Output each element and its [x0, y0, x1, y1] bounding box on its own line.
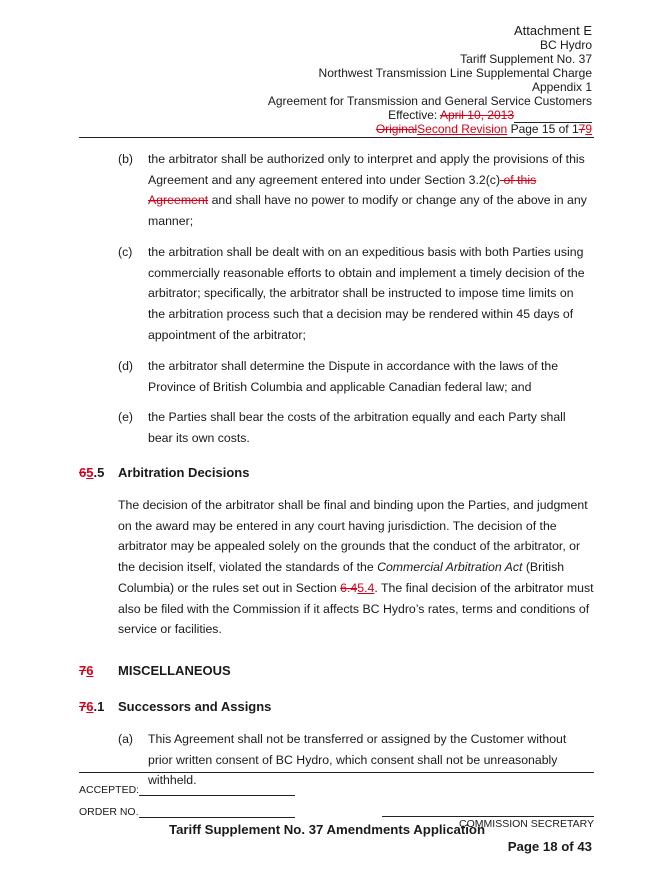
order-no-line — [79, 806, 295, 818]
section-heading-successors — [79, 699, 272, 714]
section-number: 76.1 — [79, 699, 105, 714]
section-ref-inserted: 5.4 — [357, 580, 375, 595]
arbitration-decisions-paragraph: The decision of the arbitrator shall be final and binding upon the Parties, and judgment on the award may be entered in any court having jurisdiction. The decision of the arbitrator may be appealed solely on the grounds that the conduct of the arbitrator, or the decision itself, violated the standards of the Commercial Arbitration Act (British Columbia) or the rules set out in Section 6.45.4. The final decision of the arbitrator must also be filed with the Commission if it affects BC Hydro’s rates, terms and conditions of service or facilities. — [118, 498, 594, 637]
section-number: 65.5 — [79, 465, 105, 480]
item-label: (e) — [118, 410, 134, 424]
item-label: (a) — [118, 732, 134, 746]
appendix-line: Appendix 1 — [531, 80, 592, 94]
accepted-line — [79, 784, 295, 796]
section-number: 76 — [79, 663, 94, 678]
item-text: the Parties shall bear the costs of the arbitration equally and each Party shall bear its own costs. — [148, 410, 566, 445]
item-label: (b) — [118, 152, 134, 166]
item-text: the arbitrator shall determine the Dispute in accordance with the laws of the Province of British Columbia and applicable Canadian federal law; and — [148, 359, 559, 394]
section-title: Successors and Assigns — [118, 699, 272, 714]
company-name: BC Hydro — [539, 38, 592, 52]
section-heading-arbitration-decisions — [79, 465, 250, 480]
footer-rule — [79, 772, 594, 773]
item-label: (d) — [118, 359, 134, 373]
order-no-label: ORDER NO. — [79, 806, 139, 818]
item-text: the arbitration shall be dealt with on an expeditious basis with both Parties using commercially reasonable efforts to obtain and implement a timely decision of the arbitrator; specifically, the arbitrator shall be instructed to impose time limits on the arbitration process such that a decision may be rendered within 45 days of appointment of the arbitrator; — [148, 245, 585, 342]
commission-secretary-label: COMMISSION SECRETARY — [459, 818, 594, 830]
accepted-blank — [139, 784, 295, 796]
revision-line — [376, 123, 592, 137]
agreement-line: Agreement for Transmission and General Service Customers — [267, 94, 592, 108]
page-number: Page 18 of 43 — [507, 839, 592, 854]
attachment-label: Attachment E — [513, 23, 592, 38]
effective-label: Effective: — [388, 108, 440, 122]
accepted-label: ACCEPTED: — [79, 784, 140, 796]
revision-deleted: Original — [375, 122, 418, 136]
item-text: This Agreement shall not be transferred or assigned by the Customer without prior written consent of BC Hydro, which consent shall not be unreasonably withheld. — [148, 732, 567, 788]
item-text: the arbitrator shall be authorized only to interpret and apply the provisions of this Agreement and any agreement entered into under Section 3.2(c) of this Agreement and shall have no power to modify or change any of the above in any manner; — [148, 152, 587, 229]
deleted-text: of this Agreement — [148, 172, 537, 208]
page-total-deleted: 7 — [578, 122, 586, 136]
application-title: Tariff Supplement No. 37 Amendments Application — [169, 822, 486, 837]
revision-inserted: Second Revision — [417, 122, 508, 136]
header-rule — [79, 137, 594, 138]
charge-line: Northwest Transmission Line Supplemental Charge — [318, 66, 592, 80]
effective-line — [388, 109, 592, 123]
tariff-supplement-line: Tariff Supplement No. 37 — [460, 52, 592, 66]
section-ref-deleted: 6.4 — [340, 580, 358, 595]
effective-date-deleted: April 10, 2013 — [439, 108, 514, 122]
section-title: MISCELLANEOUS — [118, 663, 231, 678]
effective-blank — [514, 111, 592, 123]
item-label: (c) — [118, 245, 133, 259]
act-title: Commercial Arbitration Act — [377, 560, 523, 575]
page-total-inserted: 9 — [585, 122, 592, 136]
page-prefix: Page 15 of 1 — [507, 122, 579, 136]
section-heading-miscellaneous — [79, 663, 231, 678]
order-no-blank — [139, 806, 295, 818]
section-title: Arbitration Decisions — [118, 465, 250, 480]
